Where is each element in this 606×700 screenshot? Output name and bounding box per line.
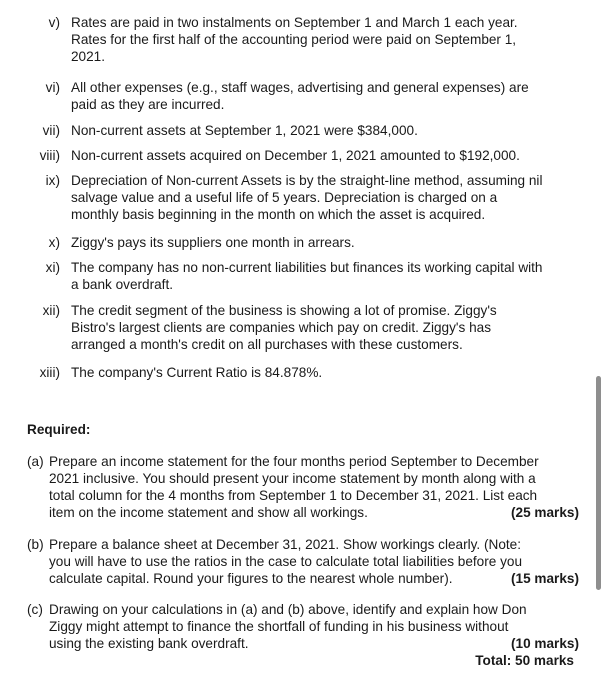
note-line: Bistro's largest clients are companies which pay on credit. Ziggy's has (71, 320, 491, 335)
note-line: The company's Current Ratio is 84.878%. (71, 365, 323, 380)
note-number: vi) (45, 80, 60, 95)
note-text (71, 79, 581, 113)
requirement-line: Prepare an income statement for the four months period September to December (49, 454, 539, 469)
requirement-line: you will have to use the ratios in the case to calculate total liabilities before you (49, 554, 523, 569)
note-number: xi) (45, 260, 60, 275)
note-text (71, 14, 581, 65)
note-text (71, 302, 581, 353)
note-text (71, 122, 581, 139)
requirement-line: Ziggy might attempt to finance the shortfall of funding in his business without (49, 619, 509, 634)
total-marks: Total: 50 marks (475, 653, 574, 668)
requirement-label: (c) (27, 602, 43, 617)
note-line: The company has no non-current liabilities but finances its working capital with (71, 260, 543, 275)
note-line: salvage value and a useful life of 5 years. Depreciation is charged on a (71, 190, 498, 205)
requirement-line: Drawing on your calculations in (a) and (b) above, identify and explain how Don (49, 602, 527, 617)
note-text (71, 364, 581, 381)
note-line: monthly basis beginning in the month on which the asset is acquired. (71, 207, 486, 222)
note-number: xiii) (39, 365, 60, 380)
requirement-line: item on the income statement and show all workings. (49, 505, 368, 520)
requirement-line: calculate capital. Round your figures to the nearest whole number). (49, 571, 453, 586)
requirement-label: (b) (27, 537, 44, 552)
note-line: 2021. (71, 49, 106, 64)
note-line: paid as they are incurred. (71, 97, 225, 112)
requirement-last-row (49, 635, 579, 652)
note-number: vii) (42, 123, 60, 138)
note-text (71, 259, 581, 293)
note-text (71, 172, 581, 223)
requirement-line: Prepare a balance sheet at December 31, 2021. Show workings clearly. (Note: (49, 537, 522, 552)
requirement-text (49, 536, 579, 587)
marks-label: (15 marks) (510, 571, 579, 586)
note-text (71, 147, 581, 164)
required-heading: Required: (27, 422, 91, 437)
note-line: Non-current assets acquired on December 1, 2021 amounted to $192,000. (71, 148, 520, 163)
scrollbar-thumb[interactable] (596, 376, 601, 590)
note-line: Non-current assets at September 1, 2021 were $384,000. (71, 123, 418, 138)
note-line: The credit segment of the business is showing a lot of promise. Ziggy's (71, 303, 497, 318)
note-text (71, 234, 581, 251)
marks-label: (25 marks) (510, 505, 579, 520)
requirement-line: total column for the 4 months from September 1 to December 31, 2021. List each (49, 488, 538, 503)
note-number: viii) (39, 148, 60, 163)
requirement-last-row (49, 504, 579, 521)
note-line: Depreciation of Non-current Assets is by the straight-line method, assuming nil (71, 173, 543, 188)
note-number: v) (48, 15, 60, 30)
requirement-line: 2021 inclusive. You should present your income statement by month along with a (49, 471, 536, 486)
marks-label: (10 marks) (510, 636, 579, 651)
note-line: a bank overdraft. (71, 277, 174, 292)
note-line: Rates are paid in two instalments on September 1 and March 1 each year. (71, 15, 518, 30)
requirement-line: using the existing bank overdraft. (49, 636, 249, 651)
note-line: arranged a month's credit on all purchases with these customers. (71, 337, 463, 352)
note-line: All other expenses (e.g., staff wages, advertising and general expenses) are (71, 80, 529, 95)
note-number: xii) (42, 303, 60, 318)
note-line: Rates for the first half of the accounting period were paid on September 1, (71, 32, 517, 47)
note-number: x) (48, 235, 60, 250)
requirement-text (49, 453, 579, 521)
note-line: Ziggy's pays its suppliers one month in arrears. (71, 235, 355, 250)
note-number: ix) (45, 173, 60, 188)
requirement-text (49, 601, 579, 652)
requirement-last-row (49, 570, 579, 587)
requirement-label: (a) (27, 454, 44, 469)
